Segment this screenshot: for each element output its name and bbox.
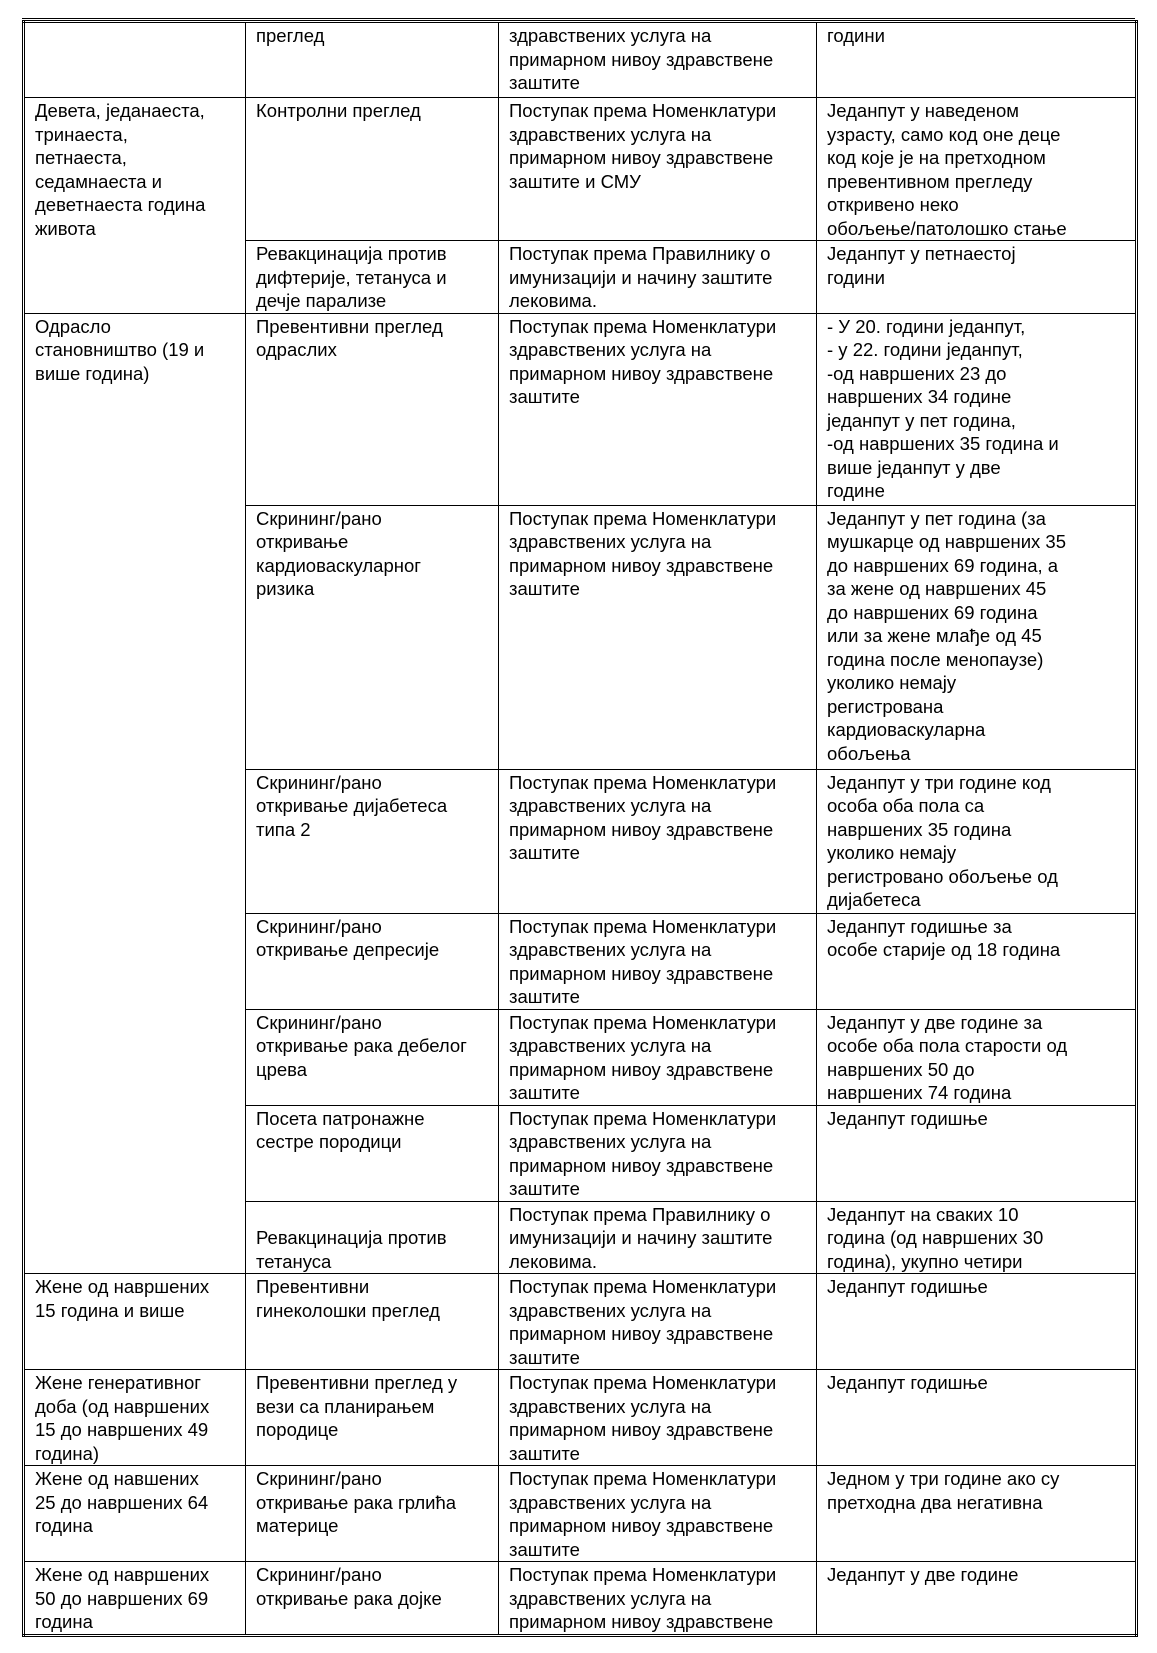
group-cell: Жене од навршених 15 година и више [24,1274,246,1370]
procedure-cell: Поступак према Номенклатури здравствених услуга на примарном нивоу здравствене заштите [499,505,817,769]
group-cell: Девета, једанаеста, тринаеста, петнаеста, седамнаеста и деветнаеста година живота [24,98,246,314]
frequency-cell: Једанпут у две године за особе оба пола старости од навршених 50 до навршених 74 година [817,1009,1137,1105]
table-top-border [22,18,1135,19]
frequency-cell: Једном у три године ако су претходна два негативна [817,1466,1137,1562]
frequency-cell: Једанпут годишње [817,1105,1137,1201]
table-row [24,1370,1137,1466]
frequency-cell: - У 20. години једанпут, - у 22. години једанпут, -од навршених 23 до навршених 34 године једанпут у пет година, -од навршених 35 година и више једанпут у две године [817,313,1137,505]
group-cell [24,22,246,98]
procedure-cell: Поступак према Номенклатури здравствених услуга на примарном нивоу здравствене заштите [499,313,817,505]
group-cell: Жене генеративног доба (од навршених 15 до навршених 49 година) [24,1370,246,1466]
frequency-cell: Једанпут у две године [817,1562,1137,1636]
frequency-cell: Једанпут у три године код особа оба пола са навршених 35 година уколико немају регистровано обољење од дијабетеса [817,769,1137,913]
procedure-cell: Поступак према Номенклатури здравствених услуга на примарном нивоу здравствене заштите [499,1466,817,1562]
frequency-cell: Једанпут у петнаестој години [817,241,1137,314]
service-cell: Контролни преглед [246,98,499,241]
service-cell: преглед [246,22,499,98]
procedure-cell: здравствених услуга на примарном нивоу здравствене заштите [499,22,817,98]
frequency-cell: години [817,22,1137,98]
frequency-cell: Једанпут у пет година (за мушкарце од навршених 35 до навршених 69 година, а за жене од навршених 45 до навршених 69 година или за жене млађе од 45 година после менопаузе) уколико немају регистрована кардиоваскуларна обољења [817,505,1137,769]
service-cell: Превентивни гинеколошки преглед [246,1274,499,1370]
service-cell: Скрининг/рано откривање кардиоваскуларног ризика [246,505,499,769]
frequency-cell: Једанпут на сваких 10 година (од навршених 30 година), укупно четири [817,1201,1137,1274]
service-cell: Скрининг/рано откривање рака дебелог црева [246,1009,499,1105]
procedure-cell: Поступак према Номенклатури здравствених услуга на примарном нивоу здравствене заштите [499,913,817,1009]
procedure-cell: Поступак према Номенклатури здравствених услуга на примарном нивоу здравствене заштите [499,1105,817,1201]
table-row [24,313,1137,505]
table-row [24,1274,1137,1370]
procedure-cell: Поступак према Правилнику о имунизацији и начину заштите лековима. [499,1201,817,1274]
frequency-cell: Једанпут годишње [817,1274,1137,1370]
service-cell: Ревакцинација против дифтерије, тетануса и дечје парализе [246,241,499,314]
procedure-cell: Поступак према Номенклатури здравствених услуга на примарном нивоу здравствене заштите [499,1370,817,1466]
service-cell: Скрининг/рано откривање рака грлића материце [246,1466,499,1562]
frequency-cell: Једанпут у наведеном узрасту, само код оне деце код које је на претходном превентивном прегледу откривено неко обољење/патолошко стање [817,98,1137,241]
service-cell: Скрининг/рано откривање депресије [246,913,499,1009]
procedure-cell: Поступак према Правилнику о имунизацији и начину заштите лековима. [499,241,817,314]
frequency-cell: Једанпут годишње [817,1370,1137,1466]
procedure-cell: Поступак према Номенклатури здравствених услуга на примарном нивоу здравствене заштите и СМУ [499,98,817,241]
procedure-cell: Поступак према Номенклатури здравствених услуга на примарном нивоу здравствене заштите [499,769,817,913]
group-cell: Жене од навршених 50 до навршених 69 година [24,1562,246,1636]
preventive-services-table [22,20,1138,1637]
service-cell: Скрининг/рано откривање дијабетеса типа 2 [246,769,499,913]
service-cell: Превентивни преглед у вези са планирањем породице [246,1370,499,1466]
service-cell: Превентивни преглед одраслих [246,313,499,505]
procedure-cell: Поступак према Номенклатури здравствених услуга на примарном нивоу здравствене заштите [499,1274,817,1370]
service-cell: Ревакцинација против тетануса [246,1201,499,1274]
frequency-cell: Једанпут годишње за особе старије од 18 година [817,913,1137,1009]
service-cell: Посета патронажне сестре породици [246,1105,499,1201]
table-row [24,98,1137,241]
table-row [24,1562,1137,1636]
group-cell: Жене од навшених 25 до навршених 64 година [24,1466,246,1562]
procedure-cell: Поступак према Номенклатури здравствених услуга на примарном нивоу здравствене заштите [499,1009,817,1105]
procedure-cell: Поступак према Номенклатури здравствених услуга на примарном нивоу здравствене [499,1562,817,1636]
group-cell: Одрасло становништво (19 и више година) [24,313,246,1274]
table-row [24,1466,1137,1562]
table-row [24,22,1137,98]
service-cell: Скрининг/рано откривање рака дојке [246,1562,499,1636]
